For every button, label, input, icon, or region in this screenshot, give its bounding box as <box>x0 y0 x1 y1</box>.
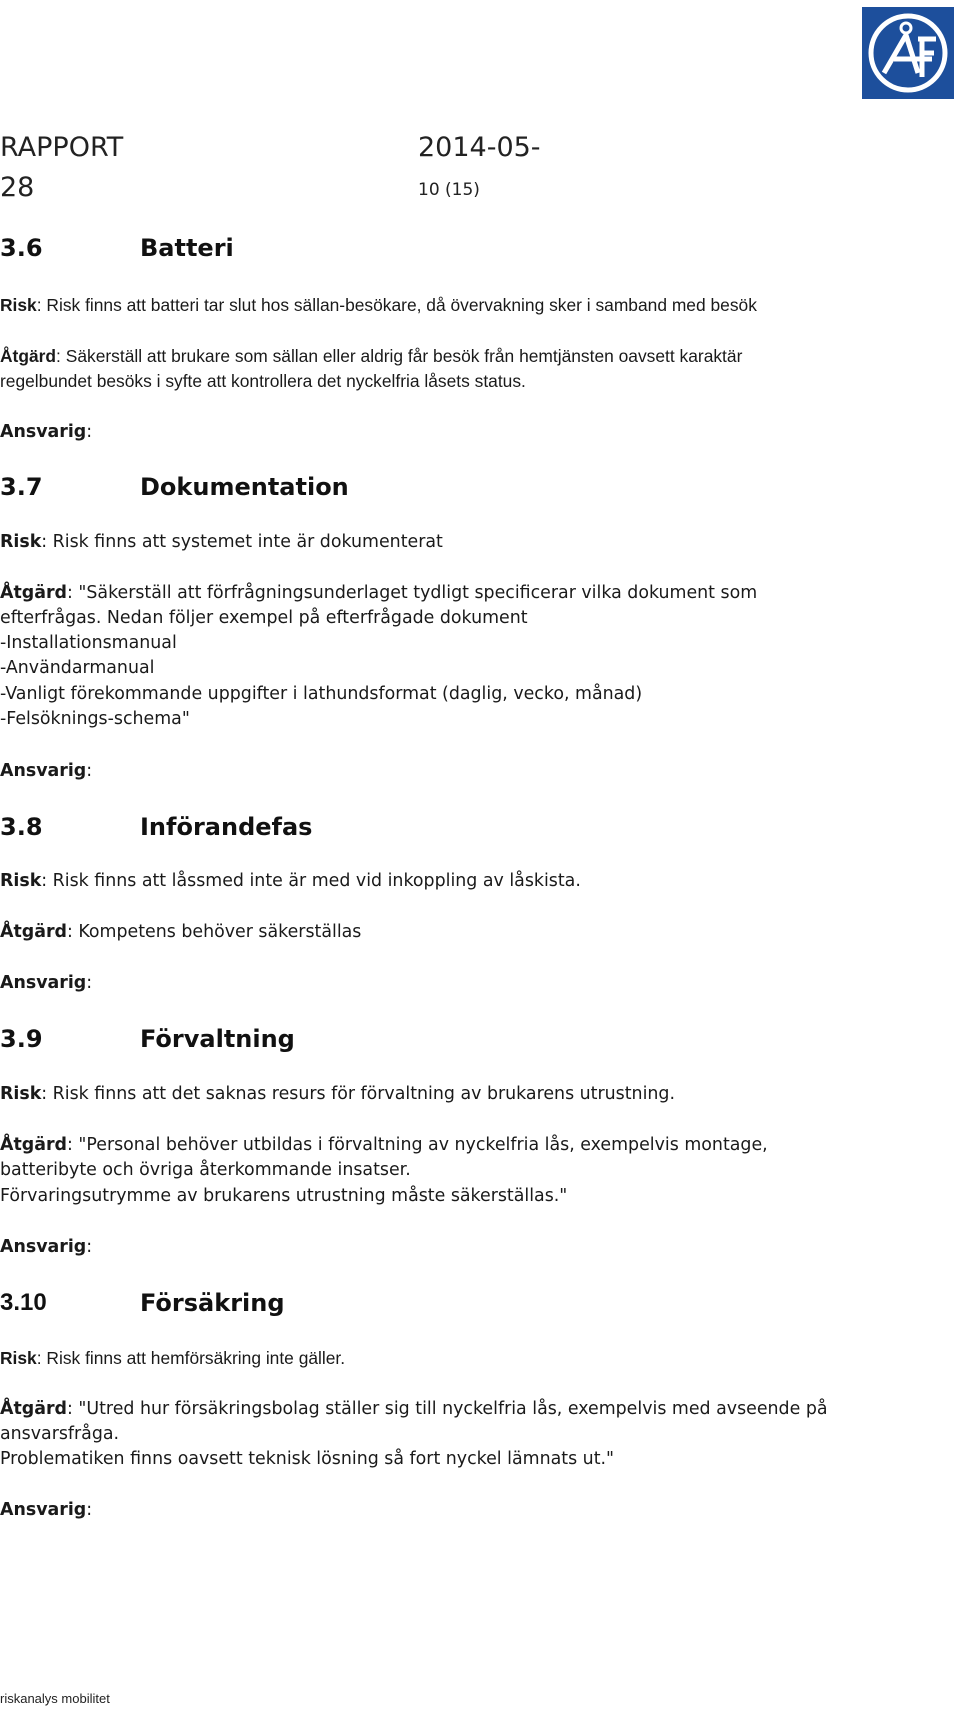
risk-line <box>0 1346 345 1371</box>
risk-text: Risk finns att hemförsäkring inte gäller. <box>46 1348 346 1368</box>
ansvarig-label: Ansvarig <box>0 973 87 993</box>
risk-line <box>0 530 443 555</box>
ansvarig-line <box>0 759 92 784</box>
atgard-label: Åtgärd <box>0 922 67 942</box>
ansvarig-label: Ansvarig <box>0 422 87 442</box>
ansvarig-label: Ansvarig <box>0 1500 87 1520</box>
report-title: RAPPORT <box>0 132 124 163</box>
company-logo-mark <box>862 7 954 99</box>
colon: : <box>86 761 93 781</box>
atgard-text: "Säkerställ att förfrågningsunderlaget tydligt specificerar vilka dokument som <box>78 583 758 603</box>
risk-label: Risk <box>0 295 37 315</box>
ansvarig-line <box>0 1498 92 1523</box>
atgard-line <box>0 1397 828 1422</box>
atgard-text: Förvaringsutrymme av brukarens utrustning måste säkerställas." <box>0 1186 568 1206</box>
risk-label: Risk <box>0 871 42 891</box>
atgard-text: -Installationsmanual <box>0 633 177 653</box>
atgard-line <box>0 344 742 369</box>
ansvarig-label: Ansvarig <box>0 761 87 781</box>
atgard-text: Säkerställ att brukare som sällan eller aldrig får besök från hemtjänsten oavsett karaktär <box>65 346 743 366</box>
atgard-text: Problematiken finns oavsett teknisk lösning så fort nyckel lämnats ut." <box>0 1449 615 1469</box>
report-date: 2014-05- <box>418 132 541 163</box>
company-logo <box>862 7 954 99</box>
risk-label: Risk <box>0 532 42 552</box>
ansvarig-line <box>0 1235 92 1260</box>
section-number: 3.6 <box>0 234 43 262</box>
colon: : <box>36 1348 42 1368</box>
risk-line <box>0 869 581 894</box>
colon: : <box>66 583 73 603</box>
colon: : <box>41 1084 48 1104</box>
atgard-text: batteribyte och övriga återkommande insatser. <box>0 1160 411 1180</box>
colon: : <box>86 973 93 993</box>
atgard-line <box>0 920 361 945</box>
ansvarig-line <box>0 420 92 445</box>
atgard-label: Åtgärd <box>0 346 57 366</box>
ansvarig-line <box>0 971 92 996</box>
atgard-text: -Vanligt förekommande uppgifter i lathundsformat (daglig, vecko, månad) <box>0 684 643 704</box>
atgard-line <box>0 581 757 606</box>
section-title: Försäkring <box>140 1289 285 1317</box>
atgard-text: "Utred hur försäkringsbolag ställer sig till nyckelfria lås, exempelvis med avseende på <box>78 1399 828 1419</box>
risk-text: Risk finns att batteri tar slut hos sällan-besökare, då övervakning sker i samband med besök <box>46 295 757 315</box>
section-title: Förvaltning <box>140 1025 295 1053</box>
risk-line <box>0 293 757 318</box>
atgard-text: efterfrågas. Nedan följer exempel på efterfrågade dokument <box>0 608 528 628</box>
risk-line <box>0 1082 675 1107</box>
atgard-text: ansvarsfråga. <box>0 1424 120 1444</box>
colon: : <box>86 1500 93 1520</box>
page-number: 10 (15) <box>418 180 480 200</box>
atgard-text: regelbundet besöks i syfte att kontrollera det nyckelfria låsets status. <box>0 371 526 391</box>
atgard-line <box>0 1133 768 1158</box>
section-title: Dokumentation <box>140 473 349 501</box>
atgard-label: Åtgärd <box>0 583 67 603</box>
atgard-label: Åtgärd <box>0 1399 67 1419</box>
colon: : <box>86 422 93 442</box>
atgard-text: -Användarmanual <box>0 658 155 678</box>
colon: : <box>66 1399 73 1419</box>
atgard-text: -Felsöknings-schema" <box>0 709 190 729</box>
atgard-text: Kompetens behöver säkerställas <box>78 922 362 942</box>
risk-text: Risk finns att det saknas resurs för förvaltning av brukarens utrustning. <box>52 1084 675 1104</box>
section-title: Införandefas <box>140 813 313 841</box>
section-number: 3.8 <box>0 813 43 841</box>
section-number: 3.7 <box>0 473 43 501</box>
section-number: 3.10 <box>0 1289 47 1316</box>
ansvarig-label: Ansvarig <box>0 1237 87 1257</box>
risk-label: Risk <box>0 1348 37 1368</box>
colon: : <box>86 1237 93 1257</box>
report-date-continued: 28 <box>0 172 35 203</box>
section-number: 3.9 <box>0 1025 43 1053</box>
risk-text: Risk finns att låssmed inte är med vid inkoppling av låskista. <box>52 871 581 891</box>
risk-label: Risk <box>0 1084 42 1104</box>
risk-text: Risk finns att systemet inte är dokumenterat <box>52 532 443 552</box>
colon: : <box>66 922 73 942</box>
colon: : <box>56 346 61 366</box>
atgard-label: Åtgärd <box>0 1135 67 1155</box>
colon: : <box>66 1135 73 1155</box>
colon: : <box>36 295 42 315</box>
section-title: Batteri <box>140 234 234 262</box>
footer-text: riskanalys mobilitet <box>0 1691 110 1706</box>
colon: : <box>41 871 48 891</box>
atgard-text: "Personal behöver utbildas i förvaltning av nyckelfria lås, exempelvis montage, <box>78 1135 768 1155</box>
colon: : <box>41 532 48 552</box>
